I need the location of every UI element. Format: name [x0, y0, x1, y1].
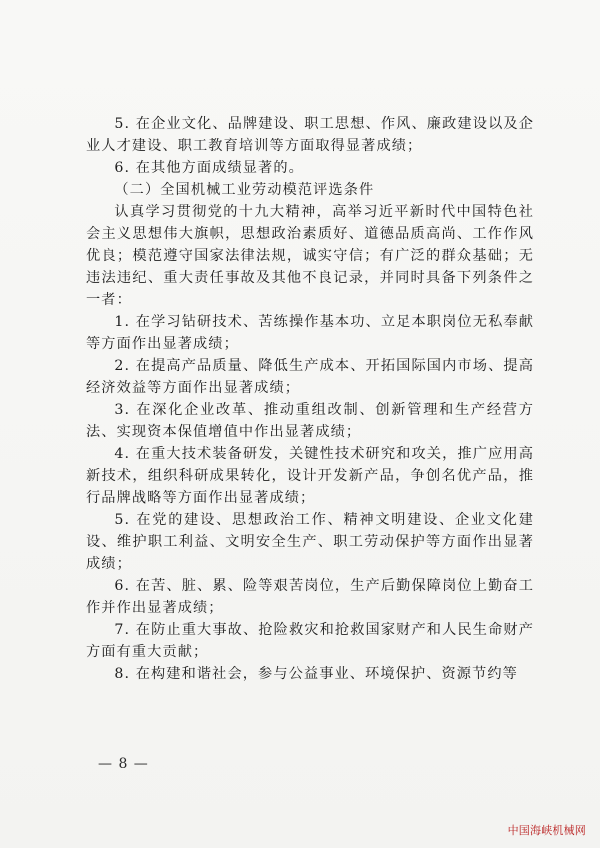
page-number: — 8 —	[98, 756, 149, 772]
criteria-item-3: 3. 在深化企业改革、推动重组改制、创新管理和生产经营方法、实现资本保值增值中作出显著成绩；	[86, 402, 534, 440]
paragraph-item-6-other: 6. 在其他方面成绩显著的。	[114, 160, 304, 176]
section-heading-model-worker-criteria: （二）全国机械工业劳动模范评选条件	[114, 182, 375, 198]
criteria-item-4: 4. 在重大技术装备研发，关键性技术研究和攻关，推广应用高新技术，组织科研成果转化，设计开发新产品，争创名优产品，推行品牌战略等方面作出显著成绩；	[86, 446, 534, 506]
criteria-item-1: 1. 在学习钻研技术、苦练操作基本功、立足本职岗位无私奉献等方面作出显著成绩；	[86, 314, 534, 352]
criteria-item-8: 8. 在构建和谐社会，参与公益事业、环境保护、资源节约等	[114, 666, 518, 682]
criteria-item-2: 2. 在提高产品质量、降低生产成本、开拓国际国内市场、提高经济效益等方面作出显著成绩；	[86, 358, 534, 396]
criteria-item-6: 6. 在苦、脏、累、险等艰苦岗位，生产后勤保障岗位上勤奋工作并作出显著成绩；	[86, 578, 534, 616]
paragraph-general-requirements: 认真学习贯彻党的十九大精神，高举习近平新时代中国特色社会主义思想伟大旗帜，思想政治素质好、道德品质高尚、工作作风优良；模范遵守国家法律法规，诚实守信；有广泛的群众基础；无违法违纪、重大责任事故及其他不良记录，并同时具备下列条件之一者：	[86, 204, 534, 308]
paragraph-item-5-culture: 5. 在企业文化、品牌建设、职工思想、作风、廉政建设以及企业人才建设、职工教育培训等方面取得显著成绩；	[86, 116, 534, 154]
criteria-item-5: 5. 在党的建设、思想政治工作、精神文明建设、企业文化建设、维护职工利益、文明安全生产、职工劳动保护等方面作出显著成绩；	[86, 512, 534, 572]
criteria-item-7: 7. 在防止重大事故、抢险救灾和抢救国家财产和人民生命财产方面有重大贡献；	[86, 622, 534, 660]
site-watermark: 中国海峡机械网	[507, 824, 586, 837]
document-body	[86, 113, 534, 685]
